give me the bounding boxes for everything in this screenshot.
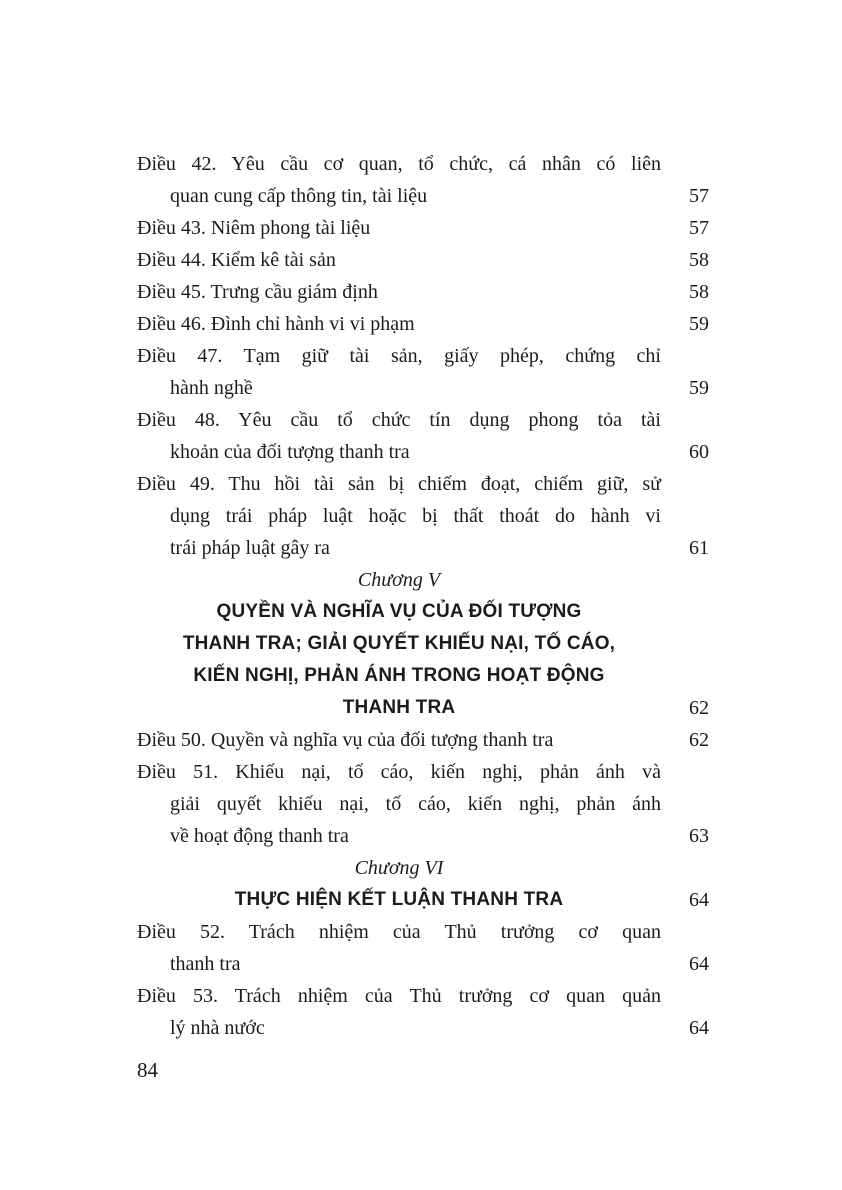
toc-page-number: 62 — [689, 729, 709, 751]
toc-entry — [137, 148, 709, 212]
toc-line: trái pháp luật gây ra — [170, 537, 330, 559]
toc-line: Điều 52. Trách nhiệm của Thủ trưởng cơ quan — [137, 921, 661, 943]
toc-page-number: 57 — [689, 217, 709, 239]
chapter-title — [137, 884, 709, 916]
toc-line: lý nhà nước — [170, 1017, 265, 1039]
toc-line: thanh tra — [170, 953, 241, 975]
toc-line: Điều 47. Tạm giữ tài sản, giấy phép, chứng chỉ — [137, 345, 661, 367]
toc-page-number: 59 — [689, 377, 709, 399]
toc-line: Điều 53. Trách nhiệm của Thủ trưởng cơ quan quản — [137, 985, 661, 1007]
toc-line: THANH TRA — [342, 697, 456, 718]
toc-entry — [137, 756, 709, 852]
toc-line: Điều 48. Yêu cầu tổ chức tín dụng phong tỏa tài — [137, 409, 661, 431]
toc-line: Điều 46. Đình chỉ hành vi vi phạm — [137, 313, 415, 335]
toc-line: Điều 42. Yêu cầu cơ quan, tổ chức, cá nhân có liên — [137, 153, 661, 175]
toc-entry — [137, 340, 709, 404]
toc-line: Điều 44. Kiểm kê tài sản — [137, 249, 336, 271]
toc-line: Điều 50. Quyền và nghĩa vụ của đối tượng thanh tra — [137, 729, 554, 751]
toc-page-number: 57 — [689, 185, 709, 207]
toc-page-number: 62 — [689, 697, 709, 719]
toc-page-number: 60 — [689, 441, 709, 463]
toc-entry — [137, 244, 709, 276]
toc-page-number: 64 — [689, 889, 709, 911]
toc-entry — [137, 212, 709, 244]
toc-page-number: 58 — [689, 249, 709, 271]
toc-entry — [137, 468, 709, 564]
toc-page-number: 63 — [689, 825, 709, 847]
toc-line: THỰC HIỆN KẾT LUẬN THANH TRA — [234, 889, 564, 910]
toc-line: quan cung cấp thông tin, tài liệu — [170, 185, 428, 207]
toc-page-number: 64 — [689, 953, 709, 975]
toc-line: hành nghề — [170, 377, 253, 399]
toc-page-number: 58 — [689, 281, 709, 303]
toc-line: QUYỀN VÀ NGHĨA VỤ CỦA ĐỐI TƯỢNG — [216, 601, 582, 622]
toc-entry — [137, 308, 709, 340]
toc-line: Chương V — [357, 569, 441, 591]
toc-page-number: 64 — [689, 1017, 709, 1039]
toc-line: Điều 45. Trưng cầu giám định — [137, 281, 378, 303]
toc-entry — [137, 404, 709, 468]
toc-line: Điều 51. Khiếu nại, tố cáo, kiến nghị, phản ánh và — [137, 761, 661, 783]
toc-entry — [137, 724, 709, 756]
toc-line: về hoạt động thanh tra — [170, 825, 349, 847]
toc-line: giải quyết khiếu nại, tố cáo, kiến nghị, phản ánh — [170, 793, 661, 815]
toc-line: THANH TRA; GIẢI QUYẾT KHIẾU NẠI, TỐ CÁO, — [182, 633, 616, 654]
toc-line: Chương VI — [354, 857, 444, 879]
chapter-title — [137, 596, 709, 724]
toc-line: Điều 49. Thu hồi tài sản bị chiếm đoạt, chiếm giữ, sử — [137, 473, 661, 495]
toc-entry — [137, 276, 709, 308]
toc-line: dụng trái pháp luật hoặc bị thất thoát do hành vi — [170, 505, 661, 527]
toc-line: Điều 43. Niêm phong tài liệu — [137, 217, 371, 239]
toc-page-number: 59 — [689, 313, 709, 335]
footer-page-number: 84 — [137, 1058, 158, 1082]
chapter-label — [137, 852, 709, 884]
toc-line: KIẾN NGHỊ, PHẢN ÁNH TRONG HOẠT ĐỘNG — [193, 665, 605, 686]
toc-line: khoản của đối tượng thanh tra — [170, 441, 410, 463]
chapter-label — [137, 564, 709, 596]
toc-entry — [137, 980, 709, 1044]
toc-page-number: 61 — [689, 537, 709, 559]
toc-entry — [137, 916, 709, 980]
toc-list — [137, 148, 709, 1044]
